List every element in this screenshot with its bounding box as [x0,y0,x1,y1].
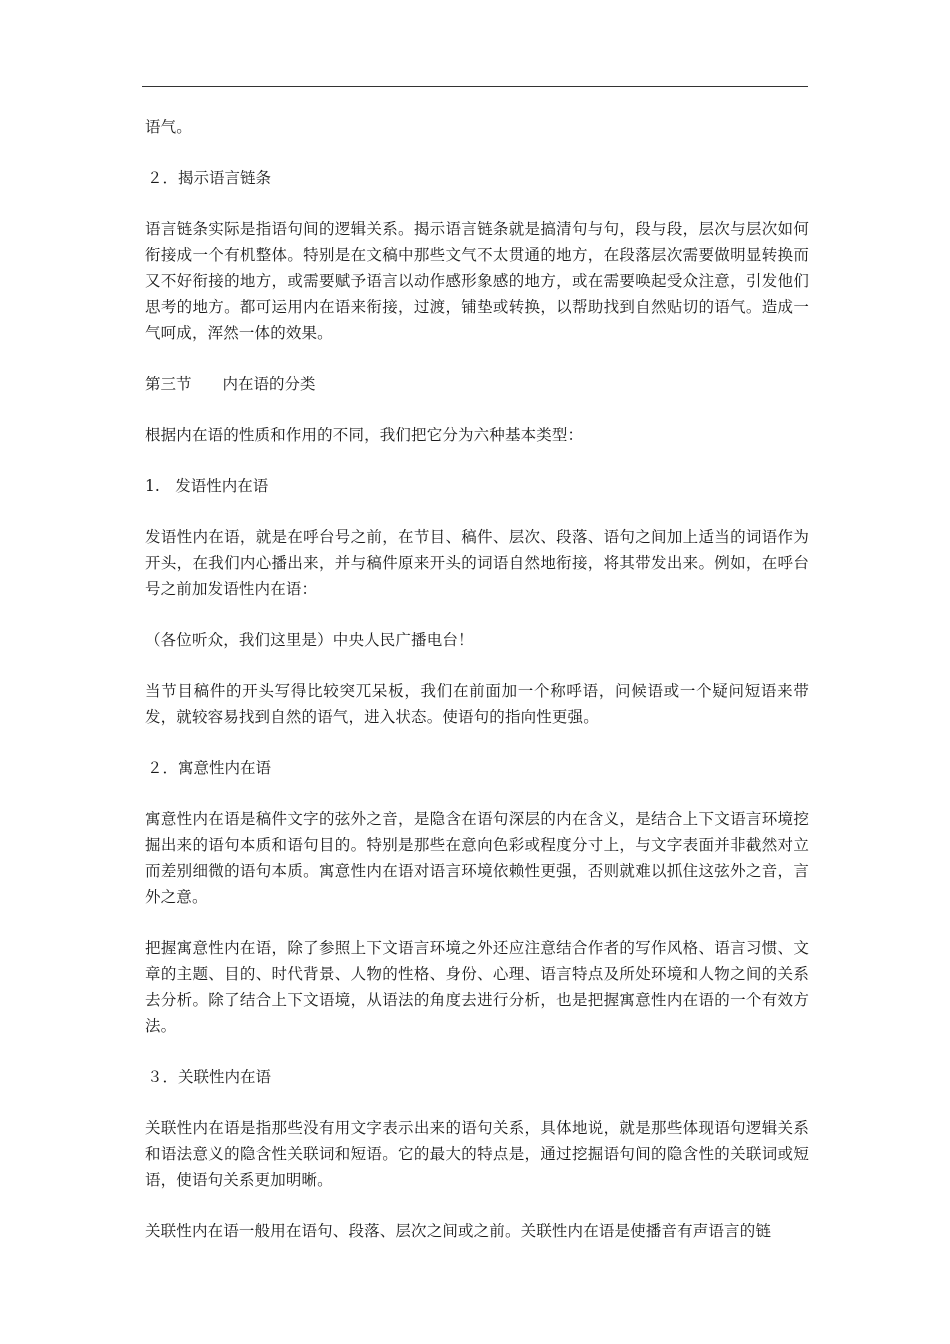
subheading-implied-type: ２．寓意性内在语 [147,759,272,777]
paragraph-example: （各位听众，我们这里是）中央人民广播电台！ [145,631,474,649]
paragraph-six-types: 根据内在语的性质和作用的不同，我们把它分为六种基本类型： [145,426,584,444]
paragraph-opening-usage: 当节目稿件的开头写得比较突兀呆板，我们在前面加一个称呼语，问候语或一个疑问短语来带发，就较容易找到自然的语气，进入状态。使语句的指向性更强。 [145,682,809,726]
subheading-relational-type: ３．关联性内在语 [147,1068,272,1086]
paragraph-implied-type: 寓意性内在语是稿件文字的弦外之音，是隐含在语句深层的内在含义，是结合上下文语言环境挖掘出来的语句本质和语句目的。特别是那些在意向色彩或程度分寸上，与文字表面并非截然对立而差别细微的语句本质。寓意性内在语对语言环境依赖性更强，否则就难以抓住这弦外之音，言外之意。 [145,810,809,906]
document-body [145,114,809,1269]
subheading-reveal-language-chain: ２．揭示语言链条 [147,169,272,187]
paragraph-continuation: 语气。 [145,118,192,136]
paragraph-opening-type: 发语性内在语，就是在呼台号之前，在节目、稿件、层次、段落、语句之间加上适当的词语作为开头，在我们内心播出来，并与稿件原来开头的词语自然地衔接，将其带发出来。例如，在呼台号之前加发语性内在语： [145,528,809,598]
paragraph-implied-grasp: 把握寓意性内在语，除了参照上下文语言环境之外还应注意结合作者的写作风格、语言习惯、文章的主题、目的、时代背景、人物的性格、身份、心理、语言特点及所处环境和人物之间的关系去分析。除了结合上下文语境，从语法的角度去进行分析，也是把握寓意性内在语的一个有效方法。 [145,939,809,1035]
paragraph-relational-type: 关联性内在语是指那些没有用文字表示出来的语句关系，具体地说，就是那些体现语句逻辑关系和语法意义的隐含性关联词和短语。它的最大的特点是，通过挖掘语句间的隐含性的关联词或短语，使语句关系更加明晰。 [145,1119,809,1189]
paragraph-language-chain: 语言链条实际是指语句间的逻辑关系。揭示语言链条就是搞清句与句，段与段，层次与层次如何衔接成一个有机整体。特别是在文稿中那些文气不太贯通的地方，在段落层次需要做明显转换而又不好衔接的地方，或需要赋予语言以动作感形象感的地方，或在需要唤起受众注意，引发他们思考的地方。都可运用内在语来衔接，过渡，铺垫或转换，以帮助找到自然贴切的语气。造成一气呵成，浑然一体的效果。 [145,220,809,342]
header-rule [142,86,808,87]
section-heading-classification: 第三节 内在语的分类 [145,375,316,393]
subheading-opening-type: 1. 发语性内在语 [145,477,269,495]
paragraph-relational-usage: 关联性内在语一般用在语句、段落、层次之间或之前。关联性内在语是使播音有声语言的链 [145,1222,772,1240]
